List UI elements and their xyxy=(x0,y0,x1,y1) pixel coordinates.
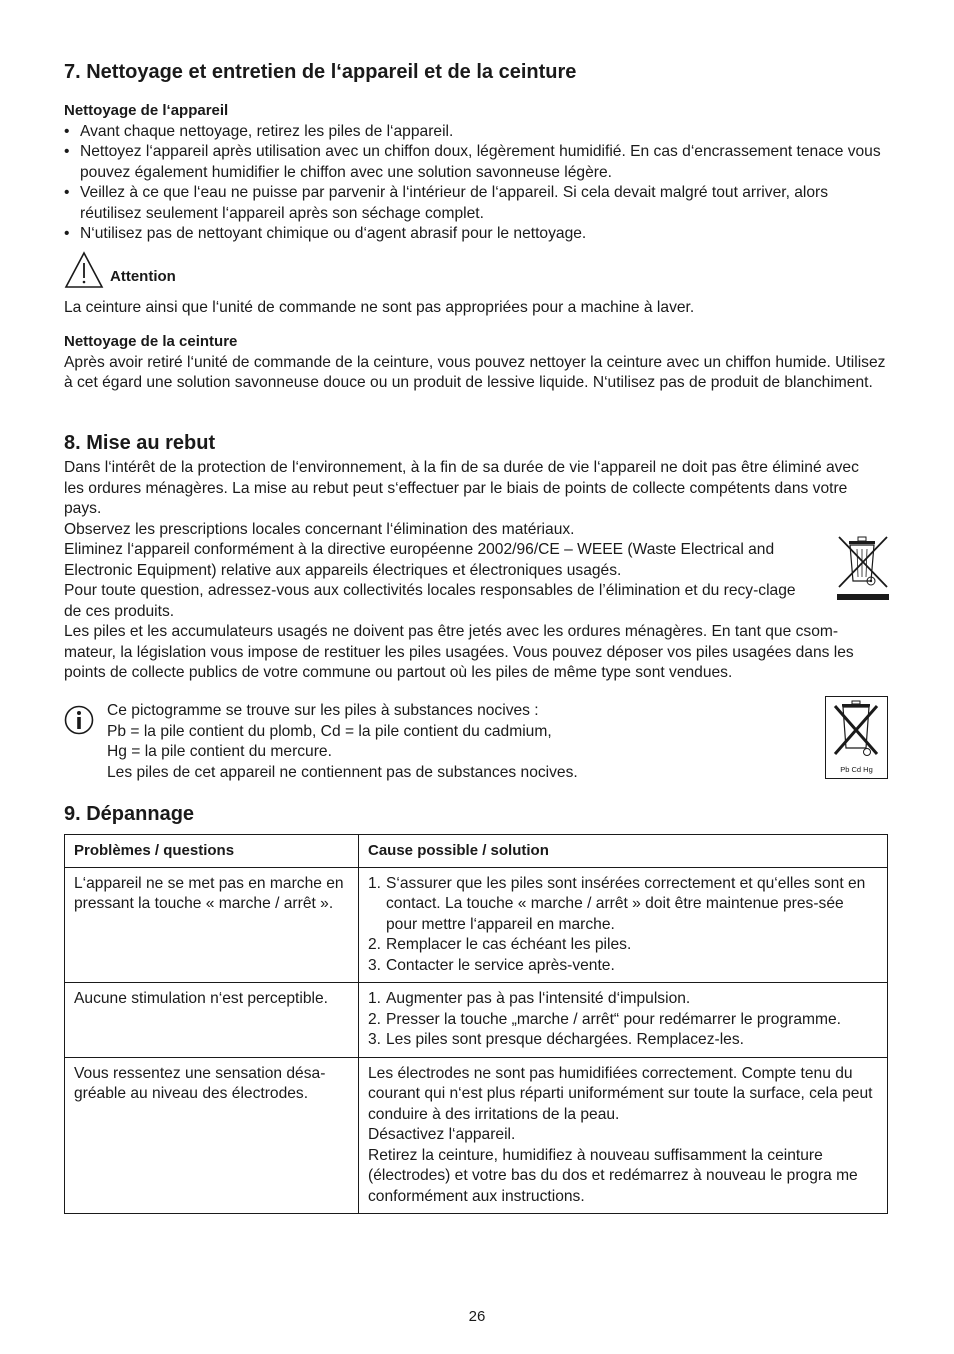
column-header: Problèmes / questions xyxy=(65,835,359,868)
section-8-title: 8. Mise au rebut xyxy=(64,432,216,454)
troubleshooting-table xyxy=(64,834,888,1214)
info-line: Les piles de cet appareil ne contiennent pas de substances nocives. xyxy=(107,763,578,781)
solution-paragraph: Retirez la ceinture, humidifiez à nouveau suffisamment la ceinture (électrodes) et votre bas du dos et redémarrez à nouveau le progra me conformément aux instructions. xyxy=(368,1146,858,1205)
belt-cleaning-text: Après avoir retiré l‘unité de commande de la ceinture, vous pouvez nettoyer la ceinture avec un chiffon humide. Utilisez à cet égard une solution savonneuse douce ou un produit de lessive liquide. N‘utilisez pas de produit de blanchiment. xyxy=(64,353,886,391)
info-text xyxy=(107,701,667,783)
info-line: Hg = la pile contient du mercure. xyxy=(107,743,332,760)
belt-cleaning-block xyxy=(64,332,889,394)
list-item: • Nettoyez l‘appareil après utilisation avec un chiffon doux, légèrement humidifié. En cas d‘encrassement tenace vous pouvez également humidifier le chiffon avec une solution savonneuse légère. xyxy=(64,142,889,183)
problem-cell: Vous ressentez une sensation désa-gréable au niveau des électrodes. xyxy=(65,1057,359,1214)
solution-paragraph: Les électrodes ne sont pas humidifiées correctement. Compte tenu du courant qui n‘est plus réparti uniformément sur toute la surface, cela peut conduire à des irritations de la peau. xyxy=(368,1064,873,1123)
device-cleaning-block xyxy=(64,101,889,245)
disposal-paragraph: Les piles et les accumulateurs usagés ne doivent pas être jetés avec les ordures ménagères. En tant que csom-mateur, la législation vous impose de restituer les piles usagées. Vous pouvez déposer vos piles usagées dans les points de collecte publics de votre commune ou partout où les piles de même type sont vendues. xyxy=(64,623,854,681)
solution-cell xyxy=(359,867,888,983)
table-row xyxy=(65,983,888,1058)
solution-cell xyxy=(359,1057,888,1214)
solution-item xyxy=(368,935,878,956)
item-text: Augmenter pas à pas l‘intensité d‘impulsion. xyxy=(386,990,691,1007)
solution-item xyxy=(368,989,878,1010)
item-text: Remplacer le cas échéant les piles. xyxy=(386,936,632,953)
item-number: 3. xyxy=(368,1031,382,1048)
solution-item xyxy=(368,956,878,977)
disposal-paragraph: Dans l‘intérêt de la protection de l‘environnement, à la fin de sa durée de vie l‘appareil ne doit pas être éliminé avec les ordures ménagères. La mise au rebut peut s‘effectuer par le biais de points de collecte compétents dans votre pays. xyxy=(64,459,859,517)
warning-triangle-icon xyxy=(64,251,104,289)
item-number: 3. xyxy=(368,956,382,974)
disposal-paragraph: Observez les prescriptions locales concernant l‘élimination des matériaux. xyxy=(64,521,575,538)
table-row xyxy=(65,867,888,983)
battery-symbol-label: Pb Cd Hg xyxy=(840,765,873,774)
solution-item xyxy=(368,874,878,936)
attention-heading xyxy=(64,251,176,289)
info-line: Ce pictogramme se trouve sur les piles à substances nocives : xyxy=(107,702,539,719)
attention-label: Attention xyxy=(110,267,176,285)
item-text: S‘assurer que les piles sont insérées correctement et qu‘elles sont en contact. La touche « marche / arrêt » doit être maintenue pres-sée pour mettre l‘appareil en marche. xyxy=(386,874,866,933)
info-icon xyxy=(64,705,94,735)
item-text: Presser la touche „marche / arrêt“ pour redémarrer le programme. xyxy=(386,1010,841,1028)
item-text: Les piles sont presque déchargées. Remplacez-les. xyxy=(386,1031,744,1048)
attention-text: La ceinture ainsi que l‘unité de commande ne sont pas appropriées pour a machine à laver. xyxy=(64,299,695,316)
section-7-title: 7. Nettoyage et entretien de l‘appareil et de la ceinture xyxy=(64,61,577,83)
section-9-title: 9. Dépannage xyxy=(64,803,195,825)
item-number: 1. xyxy=(368,874,382,892)
list-item: • N‘utilisez pas de nettoyant chimique ou d‘agent abrasif pour le nettoyage. xyxy=(64,224,889,245)
problem-cell: Aucune stimulation n‘est perceptible. xyxy=(65,983,359,1058)
disposal-paragraph: Pour toute question, adressez-vous aux collectivités locales responsables de l’élimination et du recy-clage de ces produits. xyxy=(64,582,796,620)
problem-cell: L‘appareil ne se met pas en marche en pressant la touche « marche / arrêt ». xyxy=(65,867,359,983)
page-number: 26 xyxy=(468,1308,486,1325)
item-number: 2. xyxy=(368,936,382,953)
solution-cell xyxy=(359,983,888,1058)
list-item: • Veillez à ce que l‘eau ne puisse par parvenir à l‘intérieur de l‘appareil. Si cela devait malgré tout arriver, alors réutilisez seulement l‘appareil après son séchage complet. xyxy=(64,183,889,224)
solution-paragraph: Désactivez l‘appareil. xyxy=(368,1126,516,1143)
solution-item xyxy=(368,1010,878,1031)
crossed-bin-battery-icon xyxy=(825,696,888,779)
item-number: 2. xyxy=(368,1010,382,1028)
crossed-bin-icon xyxy=(835,533,891,601)
table-header-row xyxy=(65,835,888,868)
disposal-paragraph: Eliminez l‘appareil conformément à la directive européenne 2002/96/CE – WEEE (Waste Electrical and Electronic Equipment) relative aux appareils électriques et électroniques usagés. xyxy=(64,541,775,579)
solution-item xyxy=(368,1030,878,1051)
item-number: 1. xyxy=(368,990,382,1007)
belt-cleaning-title: Nettoyage de la ceinture xyxy=(64,333,238,350)
device-cleaning-list xyxy=(64,122,889,245)
device-cleaning-title: Nettoyage de l‘appareil xyxy=(64,102,229,119)
list-item: • Avant chaque nettoyage, retirez les piles de l‘appareil. xyxy=(64,122,889,143)
column-header: Cause possible / solution xyxy=(359,835,888,868)
info-line: Pb = la pile contient du plomb, Cd = la pile contient du cadmium, xyxy=(107,722,552,740)
table-row xyxy=(65,1057,888,1214)
item-text: Contacter le service après-vente. xyxy=(386,956,615,974)
